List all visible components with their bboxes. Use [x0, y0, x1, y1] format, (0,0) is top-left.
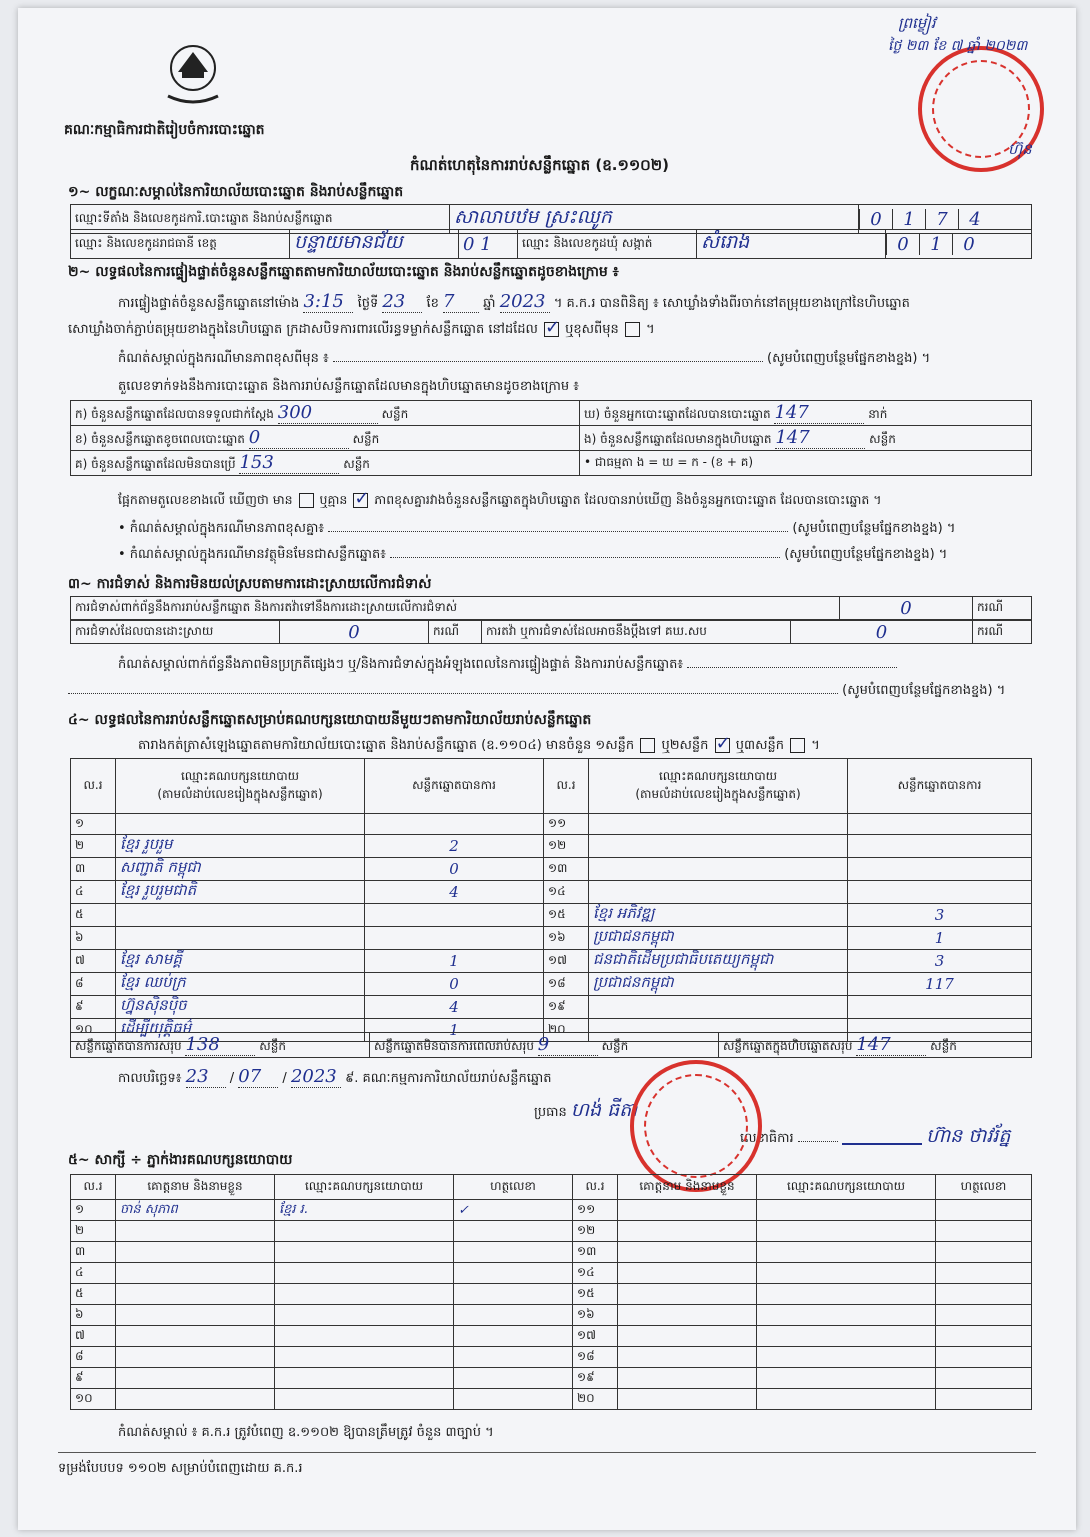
ballot-count-table — [70, 400, 1032, 476]
row-no: ៣ — [71, 858, 116, 881]
row-no: ១៧ — [573, 1326, 618, 1347]
witness-party — [757, 1389, 936, 1410]
witness-name — [116, 1326, 275, 1347]
irregularity-note: កំណត់សម្គាល់ពាក់ព័ន្ធនឹងភាពមិនប្រក្រតីផ្សេងៗ ឬ/និងការជំទាស់ក្នុងអំឡុងពេលនៃការផ្ទៀងផ្ទាត់ និងការរាប់សន្លឹកឆ្នោត៖ — [118, 656, 1046, 675]
witness-signature — [936, 1284, 1032, 1305]
witness-name: ចាន់ សុភាព — [116, 1200, 275, 1221]
party-name: ប្រជាជនកម្ពុជា — [589, 973, 848, 996]
party-name: ខ្មែរ សាមគ្គី — [116, 950, 365, 973]
party-name — [589, 835, 848, 858]
date-day: 23 — [186, 1066, 226, 1088]
irregularity-note-line2: (សូមបំពេញបន្ថែមផ្នែកខាងខ្នង) ។ — [68, 682, 1046, 701]
witness-name — [116, 1389, 275, 1410]
table-row — [71, 1368, 1032, 1389]
row-no: ១៥ — [544, 904, 589, 927]
row-no: ១៣ — [544, 858, 589, 881]
org-name: គណៈកម្មាធិការជាតិរៀបចំការបោះឆ្នោត — [64, 122, 265, 138]
col-party-right: ឈ្មោះគណបក្សនយោបាយ — [757, 1175, 936, 1200]
commune-value: សំរោង — [697, 230, 886, 259]
table-row: ខ) ចំនួនសន្លឹកឆ្នោតខូចពេលបោះឆ្នោត 0 សន្លឹក ង) ចំនួនសន្លឹកឆ្នោតដែលមានក្នុងហិបឆ្នោត 147 សន្លឹក — [71, 426, 1032, 451]
table-row — [71, 1221, 1032, 1242]
witness-signature — [454, 1305, 573, 1326]
witness-signature — [454, 1221, 573, 1242]
vote-count: 1 — [848, 927, 1032, 950]
row-no: ២០ — [573, 1389, 618, 1410]
row-no: ២ — [71, 1221, 116, 1242]
witness-party — [757, 1347, 936, 1368]
table-row: គ) ចំនួនសន្លឹកឆ្នោតដែលមិនបានប្រើ 153 សន្លឹក • ជាធម្មតា ង = ឃ = ក - (ខ + គ) — [71, 451, 1032, 476]
appeal-label: ការតវ៉ា ឬការជំទាស់ដែលអាចនឹងប្តឹងទៅ គឃ.សប — [482, 621, 791, 644]
totals-row: សន្លឹកឆ្នោតបានការសរុប 138 សន្លឹក សន្លឹកឆ្នោតមិនបានការពេលរាប់សរុប 9 សន្លឹក សន្លឹកឆ្នោតក្នុងហិបឆ្នោតសរុប 147 សន្លឹក — [70, 1032, 1032, 1058]
table-row — [71, 1263, 1032, 1284]
col-party: ឈ្មោះគណបក្សនយោបាយ — [275, 1175, 454, 1200]
day-value: 23 — [382, 291, 422, 313]
province-code: 0 1 — [459, 230, 518, 259]
col-votes: សន្លឹកឆ្នោតបានការ — [365, 759, 544, 814]
row-no: ៤ — [71, 881, 116, 904]
witness-party — [757, 1263, 936, 1284]
table-row: ក) ចំនួនសន្លឹកឆ្នោតដែលបានទទួលជាក់ស្តែង 300 សន្លឹក ឃ) ចំនួនអ្នកបោះឆ្នោតដែលបានបោះឆ្នោត 147 នាក់ — [71, 401, 1032, 426]
row-no: ១០ — [71, 1019, 116, 1042]
witness-name — [618, 1221, 757, 1242]
vote-count — [848, 835, 1032, 858]
col-sign-right: ហត្ថលេខា — [936, 1175, 1032, 1200]
unused-value: 153 — [239, 452, 339, 474]
witness-party — [757, 1242, 936, 1263]
resolved-label: ការជំទាស់ដែលបានដោះស្រាយ — [71, 621, 280, 644]
row-no: ១២ — [544, 835, 589, 858]
witness-party — [275, 1305, 454, 1326]
table-row — [71, 814, 1032, 835]
secretary-signature-icon — [842, 1133, 922, 1145]
vote-count: 2 — [365, 835, 544, 858]
table-row — [71, 996, 1032, 1019]
date-line: កាលបរិច្ឆេទ៖ 23 / 07 / 2023 ៩. គណៈកម្មការការិយាល័យរាប់សន្លឹកឆ្នោត — [118, 1066, 552, 1087]
commune-code: 0 1 0 — [886, 230, 1032, 259]
appeal-unit: ករណី — [973, 621, 1032, 644]
verification-line-2: សោឃ្លាំងចាក់ភ្ជាប់តម្រុយខាងក្នុងនៃហិបឆ្នោត ក្រដាសបិទការពារលើរន្ធទម្លាក់សន្លឹកឆ្នោត នៅដដែល ✓ ឬខុសពីមុន ។ — [68, 321, 655, 340]
party-name: ខ្មែរ អភិវឌ្ឍ — [589, 904, 848, 927]
table-row — [71, 1389, 1032, 1410]
col-no: ល.រ — [71, 759, 116, 814]
two-sheet-checkbox[interactable] — [715, 738, 730, 753]
total-valid: 138 — [185, 1034, 255, 1056]
row-no: ៦ — [71, 927, 116, 950]
witness-signature — [936, 1347, 1032, 1368]
table-row — [71, 973, 1032, 996]
witness-name — [618, 1305, 757, 1326]
row-no: ១ — [71, 1200, 116, 1221]
party-name: សញ្ជាតិ កម្ពុជា — [116, 858, 365, 881]
row-no: ៧ — [71, 950, 116, 973]
witness-name — [618, 1347, 757, 1368]
witness-party: ខ្មែរ រ. — [275, 1200, 454, 1221]
vote-count: 3 — [848, 904, 1032, 927]
row-no: ១៨ — [573, 1347, 618, 1368]
witness-party — [275, 1263, 454, 1284]
vote-count — [848, 996, 1032, 1019]
col-party: ឈ្មោះគណបក្សនយោបាយ (តាមលំដាប់លេខរៀងក្នុងសន្លឹកឆ្នោត) — [116, 759, 365, 814]
tally-sheet-line: តារាងកត់ត្រាសំឡេងឆ្នោតតាមការិយាល័យបោះឆ្នោត និងរាប់សន្លឹកឆ្នោត (ឧ.១១០៤) មានចំនួន ១សន្លឹក ឬ២សន្លឹក ✓ ឬ៣សន្លឹក ។ — [138, 737, 820, 756]
col-no: ល.រ — [71, 1175, 116, 1200]
party-name — [116, 904, 365, 927]
witness-party — [275, 1347, 454, 1368]
total-in-box: 147 — [856, 1034, 926, 1056]
row-no: ១៧ — [544, 950, 589, 973]
date-year: 2023 — [291, 1066, 341, 1088]
witness-signature — [936, 1263, 1032, 1284]
witness-party — [757, 1326, 936, 1347]
row-no: ២០ — [544, 1019, 589, 1042]
witness-name — [618, 1389, 757, 1410]
row-no: ៥ — [71, 904, 116, 927]
party-name — [116, 927, 365, 950]
witness-party — [275, 1368, 454, 1389]
site-code: 0 1 7 4 — [859, 205, 1032, 234]
party-name — [589, 881, 848, 904]
witness-party — [757, 1284, 936, 1305]
table-row — [71, 1347, 1032, 1368]
total-invalid: 9 — [538, 1034, 598, 1056]
row-no: ១១ — [573, 1200, 618, 1221]
row-no: ៥ — [71, 1284, 116, 1305]
stamp-note-1: ព្រម្ខៀវ — [898, 14, 936, 32]
witness-signature — [454, 1284, 573, 1305]
received-value: 300 — [278, 402, 378, 424]
witness-name — [116, 1263, 275, 1284]
row-no: ៩ — [71, 1368, 116, 1389]
col-name-right: គោត្តនាម និងនាមខ្លួន — [618, 1175, 757, 1200]
party-results-table — [70, 758, 1032, 1042]
change-note-line: កំណត់សម្គាល់ក្នុងករណីមានភាពខុសពីមុន ៖ (សូមបំពេញបន្ថែមផ្នែកខាងខ្នង) ។ — [118, 351, 931, 366]
vote-count: 1 — [365, 950, 544, 973]
table-row — [71, 1326, 1032, 1347]
row-no: ៧ — [71, 1326, 116, 1347]
row-no: ៤ — [71, 1263, 116, 1284]
table-row — [71, 1284, 1032, 1305]
witness-name — [116, 1242, 275, 1263]
row-no: ៩ — [71, 996, 116, 1019]
table-row — [71, 927, 1032, 950]
form-title: កំណត់ហេតុនៃការរាប់សន្លឹកឆ្នោត (ឧ.១១០២) — [410, 156, 670, 174]
secretary-name: ហ៊ាន ថាវរ័ត្ន — [926, 1125, 1011, 1147]
complaint-value: 0 — [840, 597, 973, 620]
witness-name — [618, 1242, 757, 1263]
vote-count — [848, 858, 1032, 881]
party-name: ខ្មែរ រួបរួម — [116, 835, 365, 858]
row-no: ៣ — [71, 1242, 116, 1263]
witness-party — [757, 1200, 936, 1221]
changed-checkbox[interactable] — [625, 322, 640, 337]
table-intro: តួលេខទាក់ទងនឹងការបោះឆ្នោត និងការរាប់សន្លឹកឆ្នោតដែលមានក្នុងហិបឆ្នោតមានដូចខាងក្រោម ៖ — [118, 379, 579, 394]
witness-signature — [936, 1221, 1032, 1242]
witness-party — [757, 1221, 936, 1242]
stamp-signature: ហ៊ុន — [1008, 140, 1032, 158]
resolved-value: 0 — [280, 621, 429, 644]
witness-signature — [454, 1389, 573, 1410]
witness-name — [116, 1284, 275, 1305]
witness-signature — [936, 1326, 1032, 1347]
vote-count: 0 — [365, 858, 544, 881]
vote-count — [365, 927, 544, 950]
vote-count: 0 — [365, 973, 544, 996]
party-name — [589, 996, 848, 1019]
compare-line: ផ្អែកតាមតួលេខខាងលើ ឃើញថា មាន ឬគ្មាន ✓ ភាពខុសគ្នារវាងចំនួនសន្លឹកឆ្នោតក្នុងហិបឆ្នោត ដែលបានរាប់ឃើញ និងចំនួនអ្នកបោះឆ្នោត ដែលបានបោះឆ្នោត ។ — [118, 492, 882, 511]
difference-note: • កំណត់សម្គាល់ក្នុងករណីមានភាពខុសគ្នា៖ (សូមបំពេញបន្ថែមផ្នែកខាងខ្នង) ។ — [118, 521, 956, 536]
secretary-line: លេខាធិការ ហ៊ាន ថាវរ័ត្ន — [740, 1125, 1011, 1147]
has-difference-checkbox[interactable] — [299, 493, 314, 508]
row-no: ១៦ — [573, 1305, 618, 1326]
party-name — [589, 858, 848, 881]
party-name: ខ្មែរ រួបរួមជាតិ — [116, 881, 365, 904]
form-sheet — [18, 8, 1076, 1530]
in-box-value: 147 — [775, 427, 865, 449]
witness-name — [618, 1284, 757, 1305]
row-no: ១៩ — [573, 1368, 618, 1389]
table-row — [71, 835, 1032, 858]
vote-count — [365, 814, 544, 835]
time-value: 3:15 — [303, 291, 353, 313]
row-no: ៨ — [71, 1347, 116, 1368]
row-no: ៨ — [71, 973, 116, 996]
row-no: ១៤ — [573, 1263, 618, 1284]
section1-heading: ១~ លក្ខណៈសម្គាល់នៃការិយាល័យបោះឆ្នោត និងរាប់សន្លឹកឆ្នោត — [68, 184, 404, 200]
witness-signature — [454, 1347, 573, 1368]
party-name: ប្រជាជនកម្ពុជា — [589, 927, 848, 950]
witness-signature — [936, 1368, 1032, 1389]
month-value: 7 — [443, 291, 479, 313]
col-party-right: ឈ្មោះគណបក្សនយោបាយ (តាមលំដាប់លេខរៀងក្នុងសន្លឹកឆ្នោត) — [589, 759, 848, 814]
party-name: ហ្វ៊ុនស៊ិនប៉ិច — [116, 996, 365, 1019]
party-name — [589, 814, 848, 835]
table-row — [71, 950, 1032, 973]
col-name: គោត្តនាម និងនាមខ្លួន — [116, 1175, 275, 1200]
three-sheet-checkbox[interactable] — [790, 738, 805, 753]
section3-heading: ៣~ ការជំទាស់ និងការមិនយល់ស្របតាមការដោះស្រាយលើការជំទាស់ — [68, 576, 432, 592]
table-row — [71, 1200, 1032, 1221]
witness-name — [116, 1305, 275, 1326]
witness-party — [275, 1326, 454, 1347]
row-no: ១៨ — [544, 973, 589, 996]
vote-count — [365, 904, 544, 927]
witness-table — [70, 1174, 1032, 1410]
row-no: ៦ — [71, 1305, 116, 1326]
witness-signature — [454, 1263, 573, 1284]
verification-line-1: ការផ្ទៀងផ្ទាត់ចំនួនសន្លឹកឆ្នោតនៅម៉ោង 3:15 ថ្ងៃទី 23 ខែ 7 ឆ្នាំ 2023 ។ គ.ក.រ បានពិនិត្យ ៖ សោឃ្លាំងទាំងពីរចាក់នៅតម្រុយខាងក្រៅនៃហិបឆ្នោត — [118, 291, 910, 312]
table-row — [71, 881, 1032, 904]
party-name: ដើម្បីយុត្តិធម៌ — [116, 1019, 365, 1042]
row-no: ១៩ — [544, 996, 589, 1019]
row-no: ១៥ — [573, 1284, 618, 1305]
witness-signature — [936, 1242, 1032, 1263]
party-name: ជនជាតិដើមប្រជាធិបតេយ្យកម្ពុជា — [589, 950, 848, 973]
resolved-unit: ករណី — [429, 621, 482, 644]
unchanged-checkbox[interactable] — [544, 322, 559, 337]
row-no: ១០ — [71, 1389, 116, 1410]
vote-count: 117 — [848, 973, 1032, 996]
section4-heading: ៤~ លទ្ធផលនៃការរាប់សន្លឹកឆ្នោតសម្រាប់គណបក្សនយោបាយនីមួយៗតាមការិយាល័យរាប់សន្លឹកឆ្នោត — [68, 712, 592, 728]
complaints-table — [70, 596, 1032, 620]
complaint-unit: ករណី — [973, 597, 1032, 620]
col-votes-right: សន្លឹកឆ្នោតបានការ — [848, 759, 1032, 814]
vote-count — [848, 881, 1032, 904]
province-label: ឈ្មោះ និងលេខកូដរាជធានី ខេត្ត — [71, 230, 290, 259]
party-name — [116, 814, 365, 835]
year-value: 2023 — [500, 291, 550, 313]
complaints-table-row2 — [70, 620, 1032, 644]
col-sign: ហត្ថលេខា — [454, 1175, 573, 1200]
witness-name — [618, 1200, 757, 1221]
witness-name — [116, 1368, 275, 1389]
row-no: ១៣ — [573, 1242, 618, 1263]
row-no: ២ — [71, 835, 116, 858]
witness-name — [618, 1263, 757, 1284]
witness-signature — [936, 1389, 1032, 1410]
party-name: ខ្មែរ ឈប់ក្រ — [116, 973, 365, 996]
site-value: សាលាបឋម ស្រះឈូក — [450, 205, 859, 234]
witness-name — [116, 1221, 275, 1242]
table-row — [71, 904, 1032, 927]
footnote: កំណត់សម្គាល់ ៖ គ.ក.រ ត្រូវបំពេញ ឧ.១១០២ ឱ្យបានត្រឹមត្រូវ ចំនួន ៣ច្បាប់ ។ — [118, 1425, 494, 1440]
vote-count — [848, 814, 1032, 835]
witness-party — [275, 1389, 454, 1410]
stamp-note-2: ថ្ងៃ ២៣ ខែ ៧ ឆ្នាំ ២០២៣ — [888, 38, 1028, 54]
official-stamp-middle — [630, 1060, 762, 1192]
section1-table-row2 — [70, 229, 1032, 259]
row-no: ១ — [71, 814, 116, 835]
complaint-label: ការជំទាស់ពាក់ព័ន្ធនឹងការរាប់សន្លឹកឆ្នោត និងការតវ៉ាទៅនឹងការដោះស្រាយលើការជំទាស់ — [71, 597, 840, 620]
vote-count: 1 — [365, 1019, 544, 1042]
chair-signature: ហង់ ធីតា — [570, 1099, 638, 1121]
witness-party — [275, 1221, 454, 1242]
voters-value: 147 — [774, 402, 864, 424]
section5-heading: ៥~ សាក្សី ÷ ភ្នាក់ងារគណបក្សនយោបាយ — [68, 1152, 293, 1168]
vote-count: 4 — [365, 881, 544, 904]
vote-count: 3 — [848, 950, 1032, 973]
witness-signature — [454, 1242, 573, 1263]
witness-signature: ✓ — [454, 1200, 573, 1221]
spoiled-value: 0 — [249, 427, 349, 449]
nec-emblem-icon — [158, 38, 228, 110]
table-row — [71, 858, 1032, 881]
witness-signature — [936, 1200, 1032, 1221]
witness-signature — [454, 1368, 573, 1389]
chair-line: ប្រធាន ហង់ ធីតា — [534, 1099, 638, 1121]
section2-heading: ២~ លទ្ធផលនៃការផ្ទៀងផ្ទាត់ចំនួនសន្លឹកឆ្នោតតាមការិយាល័យបោះឆ្នោត និងរាប់សន្លឹកឆ្នោតដូចខាងក្រោម ៖ — [68, 264, 619, 280]
witness-signature — [936, 1305, 1032, 1326]
witness-name — [618, 1326, 757, 1347]
witness-name — [116, 1347, 275, 1368]
one-sheet-checkbox[interactable] — [640, 738, 655, 753]
no-difference-checkbox[interactable] — [353, 493, 368, 508]
table-row — [71, 1305, 1032, 1326]
form-footer: ទម្រង់បែបបទ ១១០២ សម្រាប់បំពេញដោយ គ.ក.រ — [58, 1461, 303, 1476]
foreign-object-note: • កំណត់សម្គាល់ក្នុងករណីមានវត្ថុមិនមែនជាសន្លឹកឆ្នោត៖ (សូមបំពេញបន្ថែមផ្នែកខាងខ្នង) ។ — [118, 547, 948, 562]
date-month: 07 — [238, 1066, 278, 1088]
commune-label: ឈ្មោះ និងលេខកូដឃុំ សង្កាត់ — [518, 230, 697, 259]
witness-party — [275, 1284, 454, 1305]
row-no: ១២ — [573, 1221, 618, 1242]
witness-signature — [454, 1326, 573, 1347]
table-row — [71, 1242, 1032, 1263]
witness-party — [757, 1305, 936, 1326]
col-no-right: ល.រ — [573, 1175, 618, 1200]
site-label: ឈ្មោះទីតាំង និងលេខកូដការិ.បោះឆ្នោត និងរាប់សន្លឹកឆ្នោត — [71, 205, 450, 234]
row-no: ១១ — [544, 814, 589, 835]
witness-party — [275, 1242, 454, 1263]
witness-name — [618, 1368, 757, 1389]
witness-party — [757, 1368, 936, 1389]
vote-count: 4 — [365, 996, 544, 1019]
row-no: ១៦ — [544, 927, 589, 950]
province-value: បន្ទាយមានជ័យ — [290, 230, 459, 259]
row-no: ១៤ — [544, 881, 589, 904]
appeal-value: 0 — [791, 621, 973, 644]
col-no-right: ល.រ — [544, 759, 589, 814]
